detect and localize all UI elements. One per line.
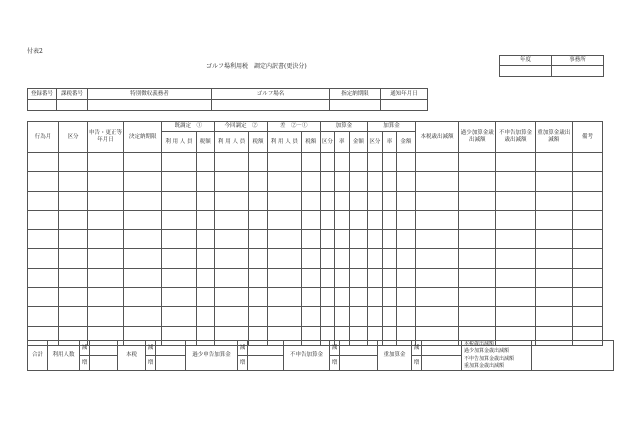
- sub-tax-this: 税額: [249, 132, 268, 153]
- table-cell[interactable]: [320, 153, 334, 172]
- sub-amount-add1: 金額: [349, 132, 368, 153]
- main-tax-inc-label: 増: [146, 356, 156, 371]
- table-cell[interactable]: [162, 288, 196, 307]
- table-cell[interactable]: [397, 172, 416, 191]
- table-cell[interactable]: [535, 153, 572, 172]
- table-cell[interactable]: [28, 268, 59, 287]
- table-cell[interactable]: [335, 153, 349, 172]
- table-cell[interactable]: [415, 288, 458, 307]
- table-cell[interactable]: [249, 307, 268, 326]
- table-cell[interactable]: [249, 268, 268, 287]
- nonfile-add-inc-label: 増: [330, 356, 340, 371]
- table-cell[interactable]: [535, 191, 572, 210]
- col-under-add: 過少加算金歳出減額: [459, 122, 496, 153]
- table-cell[interactable]: [267, 172, 301, 191]
- sub-rate-add2: 率: [382, 132, 396, 153]
- table-cell[interactable]: [415, 191, 458, 210]
- under-add-dec-label: 減: [238, 341, 248, 356]
- table-cell[interactable]: [215, 172, 249, 191]
- table-cell[interactable]: [87, 268, 123, 287]
- table-cell[interactable]: [124, 307, 162, 326]
- group-this-time: 今回調定 ②: [215, 122, 268, 132]
- table-cell[interactable]: [162, 249, 196, 268]
- table-cell[interactable]: [124, 288, 162, 307]
- header-collector: 特別徴収義務者: [88, 89, 212, 100]
- table-cell[interactable]: [124, 153, 162, 172]
- table-cell[interactable]: [349, 288, 368, 307]
- table-cell[interactable]: [382, 288, 396, 307]
- under-add-inc-label: 増: [238, 356, 248, 371]
- table-cell[interactable]: [496, 268, 535, 287]
- table-cell[interactable]: [496, 230, 535, 249]
- table-cell[interactable]: [535, 249, 572, 268]
- table-cell[interactable]: [415, 249, 458, 268]
- table-cell[interactable]: [496, 288, 535, 307]
- nonfile-add-dec-label: 減: [330, 341, 340, 356]
- table-cell[interactable]: [87, 172, 123, 191]
- table-cell[interactable]: [249, 172, 268, 191]
- heavy-add-dec-cell[interactable]: [422, 341, 462, 356]
- info-table: [27, 88, 428, 111]
- table-cell[interactable]: [415, 307, 458, 326]
- table-cell[interactable]: [215, 307, 249, 326]
- table-cell[interactable]: [162, 268, 196, 287]
- table-cell[interactable]: [196, 268, 215, 287]
- table-cell[interactable]: [572, 307, 602, 326]
- table-cell[interactable]: [496, 249, 535, 268]
- table-cell[interactable]: [59, 307, 88, 326]
- table-cell[interactable]: [415, 153, 458, 172]
- sub-tax-diff: 税額: [301, 132, 320, 153]
- table-row: [28, 191, 603, 210]
- header-golf-course: ゴルフ場名: [212, 89, 330, 100]
- table-cell[interactable]: [87, 230, 123, 249]
- table-cell[interactable]: [28, 191, 59, 210]
- table-cell[interactable]: [572, 268, 602, 287]
- main-table: [27, 121, 603, 346]
- note-under-add: 過少加算金歳出減額: [464, 348, 510, 355]
- table-cell[interactable]: [535, 172, 572, 191]
- summary-under-add-label: 過少申告加算金: [186, 341, 238, 371]
- table-cell[interactable]: [397, 191, 416, 210]
- heavy-add-dec-label: 減: [412, 341, 422, 356]
- table-cell[interactable]: [320, 230, 334, 249]
- table-cell[interactable]: [382, 172, 396, 191]
- table-cell[interactable]: [87, 153, 123, 172]
- table-cell[interactable]: [28, 153, 59, 172]
- col-action-month: 行為月: [28, 122, 59, 153]
- table-cell[interactable]: [320, 249, 334, 268]
- header-deadline: 指定納期限: [330, 89, 381, 100]
- table-cell[interactable]: [349, 172, 368, 191]
- table-row: [28, 172, 603, 191]
- table-cell[interactable]: [196, 249, 215, 268]
- collector-cell[interactable]: [88, 100, 212, 111]
- deadline-cell[interactable]: [330, 100, 381, 111]
- table-cell[interactable]: [59, 249, 88, 268]
- table-cell[interactable]: [572, 172, 602, 191]
- table-cell[interactable]: [59, 172, 88, 191]
- table-cell[interactable]: [572, 210, 602, 229]
- table-cell[interactable]: [196, 210, 215, 229]
- summary-table: [27, 340, 614, 371]
- table-cell[interactable]: [267, 288, 301, 307]
- table-cell[interactable]: [349, 268, 368, 287]
- table-cell[interactable]: [162, 307, 196, 326]
- table-cell[interactable]: [59, 230, 88, 249]
- table-cell[interactable]: [162, 153, 196, 172]
- note-heavy-add: 重加算金歳出減額: [464, 362, 505, 369]
- table-cell[interactable]: [335, 249, 349, 268]
- nonfile-add-dec-cell[interactable]: [340, 341, 378, 356]
- table-cell[interactable]: [59, 191, 88, 210]
- col-filing-date: 申告・更正等年月日: [87, 122, 123, 153]
- table-cell[interactable]: [349, 191, 368, 210]
- table-cell[interactable]: [368, 307, 382, 326]
- col-remarks: 備考: [572, 122, 602, 153]
- table-cell[interactable]: [535, 210, 572, 229]
- sub-category-add2: 区分: [368, 132, 382, 153]
- table-cell[interactable]: [59, 288, 88, 307]
- sub-users-diff: 利 用 人 員: [267, 132, 301, 153]
- table-cell[interactable]: [162, 210, 196, 229]
- table-cell[interactable]: [196, 307, 215, 326]
- col-category: 区分: [59, 122, 88, 153]
- table-cell[interactable]: [397, 307, 416, 326]
- table-cell[interactable]: [335, 191, 349, 210]
- table-cell[interactable]: [382, 210, 396, 229]
- table-cell[interactable]: [335, 307, 349, 326]
- table-cell[interactable]: [320, 307, 334, 326]
- office-cell[interactable]: [552, 66, 604, 77]
- table-cell[interactable]: [196, 172, 215, 191]
- table-cell[interactable]: [572, 288, 602, 307]
- table-cell[interactable]: [249, 288, 268, 307]
- table-cell[interactable]: [535, 268, 572, 287]
- table-cell[interactable]: [267, 307, 301, 326]
- summary-total-label: 合計: [28, 341, 48, 371]
- year-cell[interactable]: [500, 66, 552, 77]
- header-registration-no: 登録番号: [28, 89, 57, 100]
- col-main-tax-out: 本税歳出減額: [415, 122, 458, 153]
- table-row: [28, 268, 603, 287]
- table-cell[interactable]: [368, 230, 382, 249]
- header-notice-date: 通知年月日: [381, 89, 428, 100]
- table-cell[interactable]: [397, 210, 416, 229]
- sub-users-this: 利 用 人 員: [215, 132, 249, 153]
- year-label: 年度: [500, 56, 552, 66]
- office-label: 事務所: [552, 56, 604, 66]
- table-cell[interactable]: [397, 153, 416, 172]
- table-cell[interactable]: [368, 249, 382, 268]
- table-cell[interactable]: [397, 230, 416, 249]
- table-cell[interactable]: [215, 249, 249, 268]
- table-cell[interactable]: [124, 210, 162, 229]
- table-cell[interactable]: [87, 307, 123, 326]
- table-row: [28, 307, 603, 326]
- table-cell[interactable]: [349, 249, 368, 268]
- table-cell[interactable]: [196, 230, 215, 249]
- table-cell[interactable]: [124, 172, 162, 191]
- under-add-inc-cell[interactable]: [248, 356, 284, 371]
- table-cell[interactable]: [301, 288, 320, 307]
- table-cell[interactable]: [459, 268, 496, 287]
- col-heavy-add: 重加算金歳出減額: [535, 122, 572, 153]
- summary-users-label: 利用人数: [48, 341, 80, 371]
- table-cell[interactable]: [249, 153, 268, 172]
- summary-nonfile-add-label: 不申告加算金: [284, 341, 330, 371]
- table-cell[interactable]: [496, 172, 535, 191]
- table-cell[interactable]: [87, 191, 123, 210]
- table-cell[interactable]: [382, 153, 396, 172]
- sub-rate-add1: 率: [335, 132, 349, 153]
- col-deadline: 決定納期限: [124, 122, 162, 153]
- data-rows: [28, 153, 603, 346]
- document-title: ゴルフ場利用税 調定内訳書(更決分): [206, 63, 307, 70]
- table-cell[interactable]: [320, 288, 334, 307]
- table-cell[interactable]: [124, 268, 162, 287]
- table-cell[interactable]: [368, 288, 382, 307]
- table-cell[interactable]: [320, 191, 334, 210]
- table-cell[interactable]: [124, 249, 162, 268]
- note-main-tax: 本税歳出減額: [464, 341, 495, 347]
- table-cell[interactable]: [196, 153, 215, 172]
- table-cell[interactable]: [349, 210, 368, 229]
- table-cell[interactable]: [535, 307, 572, 326]
- table-cell[interactable]: [320, 210, 334, 229]
- nonfile-add-inc-cell[interactable]: [340, 356, 378, 371]
- table-cell[interactable]: [28, 307, 59, 326]
- table-cell[interactable]: [368, 210, 382, 229]
- heavy-add-inc-label: 増: [412, 356, 422, 371]
- table-cell[interactable]: [397, 249, 416, 268]
- table-cell[interactable]: [215, 210, 249, 229]
- corner-box: [499, 55, 604, 77]
- table-cell[interactable]: [535, 230, 572, 249]
- table-cell[interactable]: [415, 268, 458, 287]
- group-existing: 既調定 ①: [162, 122, 215, 132]
- form-id: 付表2: [27, 48, 43, 55]
- group-add1: 加算金: [320, 122, 368, 132]
- table-cell[interactable]: [459, 172, 496, 191]
- table-cell[interactable]: [496, 153, 535, 172]
- table-cell[interactable]: [382, 249, 396, 268]
- table-cell[interactable]: [267, 153, 301, 172]
- table-cell[interactable]: [496, 307, 535, 326]
- table-cell[interactable]: [572, 230, 602, 249]
- table-cell[interactable]: [368, 268, 382, 287]
- summary-notes-value[interactable]: [532, 341, 614, 371]
- table-cell[interactable]: [335, 210, 349, 229]
- table-cell[interactable]: [215, 230, 249, 249]
- users-inc-cell[interactable]: [90, 356, 118, 371]
- table-cell[interactable]: [459, 288, 496, 307]
- table-cell[interactable]: [87, 210, 123, 229]
- table-cell[interactable]: [249, 191, 268, 210]
- sub-category-add1: 区分: [320, 132, 334, 153]
- table-cell[interactable]: [215, 288, 249, 307]
- table-cell[interactable]: [196, 191, 215, 210]
- table-cell[interactable]: [267, 191, 301, 210]
- table-cell[interactable]: [267, 268, 301, 287]
- table-cell[interactable]: [415, 230, 458, 249]
- table-cell[interactable]: [382, 268, 396, 287]
- table-cell[interactable]: [59, 210, 88, 229]
- table-cell[interactable]: [162, 191, 196, 210]
- table-cell[interactable]: [349, 307, 368, 326]
- table-cell[interactable]: [459, 191, 496, 210]
- table-cell[interactable]: [397, 268, 416, 287]
- table-cell[interactable]: [124, 191, 162, 210]
- table-row: [28, 230, 603, 249]
- table-cell[interactable]: [124, 230, 162, 249]
- golf-course-cell[interactable]: [212, 100, 330, 111]
- table-cell[interactable]: [267, 249, 301, 268]
- table-cell[interactable]: [335, 288, 349, 307]
- table-cell[interactable]: [415, 210, 458, 229]
- sub-amount-add2: 金額: [397, 132, 416, 153]
- table-cell[interactable]: [301, 191, 320, 210]
- table-cell[interactable]: [459, 210, 496, 229]
- notice-date-cell[interactable]: [381, 100, 428, 111]
- header-tax-no: 課税番号: [57, 89, 88, 100]
- table-cell[interactable]: [28, 230, 59, 249]
- table-cell[interactable]: [459, 249, 496, 268]
- table-cell[interactable]: [249, 210, 268, 229]
- table-cell[interactable]: [572, 191, 602, 210]
- table-cell[interactable]: [87, 249, 123, 268]
- table-cell[interactable]: [368, 153, 382, 172]
- table-cell[interactable]: [459, 230, 496, 249]
- table-cell[interactable]: [320, 172, 334, 191]
- table-cell[interactable]: [459, 153, 496, 172]
- users-dec-label: 減: [80, 341, 90, 356]
- tax-no-cell[interactable]: [57, 100, 88, 111]
- under-add-dec-cell[interactable]: [248, 341, 284, 356]
- table-cell[interactable]: [59, 153, 88, 172]
- heavy-add-inc-cell[interactable]: [422, 356, 462, 371]
- registration-no-cell[interactable]: [28, 100, 57, 111]
- table-cell[interactable]: [215, 191, 249, 210]
- table-cell[interactable]: [301, 230, 320, 249]
- table-cell[interactable]: [28, 172, 59, 191]
- table-cell[interactable]: [301, 307, 320, 326]
- table-cell[interactable]: [215, 268, 249, 287]
- table-cell[interactable]: [301, 153, 320, 172]
- table-cell[interactable]: [572, 153, 602, 172]
- sub-tax-existing: 税額: [196, 132, 215, 153]
- group-add2: 加算金: [368, 122, 416, 132]
- summary-heavy-add-label: 重加算金: [378, 341, 412, 371]
- table-cell[interactable]: [368, 172, 382, 191]
- table-cell[interactable]: [301, 268, 320, 287]
- table-cell[interactable]: [28, 288, 59, 307]
- table-row: [28, 153, 603, 172]
- table-cell[interactable]: [382, 307, 396, 326]
- table-cell[interactable]: [59, 268, 88, 287]
- table-cell[interactable]: [301, 172, 320, 191]
- table-cell[interactable]: [382, 230, 396, 249]
- main-tax-dec-label: 減: [146, 341, 156, 356]
- table-cell[interactable]: [301, 210, 320, 229]
- table-cell[interactable]: [349, 153, 368, 172]
- main-tax-dec-cell[interactable]: [156, 341, 186, 356]
- group-diff: 差 ②－①: [267, 122, 320, 132]
- table-cell[interactable]: [459, 307, 496, 326]
- table-row: [28, 249, 603, 268]
- main-tax-inc-cell[interactable]: [156, 356, 186, 371]
- table-cell[interactable]: [415, 172, 458, 191]
- table-cell[interactable]: [320, 268, 334, 287]
- table-cell[interactable]: [535, 288, 572, 307]
- table-row: [28, 210, 603, 229]
- table-cell[interactable]: [572, 249, 602, 268]
- table-cell[interactable]: [301, 249, 320, 268]
- note-nonfile-add: 不申告加算金歳出減額: [464, 355, 515, 362]
- table-cell[interactable]: [196, 288, 215, 307]
- table-cell[interactable]: [162, 172, 196, 191]
- table-cell[interactable]: [335, 172, 349, 191]
- col-nonfile-add: 不申告加算金歳出減額: [496, 122, 535, 153]
- table-cell[interactable]: [335, 268, 349, 287]
- table-cell[interactable]: [249, 249, 268, 268]
- users-dec-cell[interactable]: [90, 341, 118, 356]
- table-cell[interactable]: [267, 210, 301, 229]
- table-cell[interactable]: [397, 288, 416, 307]
- users-inc-label: 増: [80, 356, 90, 371]
- table-cell[interactable]: [249, 230, 268, 249]
- summary-notes: [462, 341, 532, 371]
- sub-users-existing: 利 用 人 員: [162, 132, 196, 153]
- table-cell[interactable]: [267, 230, 301, 249]
- table-cell[interactable]: [496, 210, 535, 229]
- table-cell[interactable]: [335, 230, 349, 249]
- table-cell[interactable]: [28, 249, 59, 268]
- table-cell[interactable]: [87, 288, 123, 307]
- table-cell[interactable]: [496, 191, 535, 210]
- summary-main-tax-label: 本税: [118, 341, 146, 371]
- table-cell[interactable]: [162, 230, 196, 249]
- table-cell[interactable]: [382, 191, 396, 210]
- table-cell[interactable]: [368, 191, 382, 210]
- table-cell[interactable]: [28, 210, 59, 229]
- table-cell[interactable]: [349, 230, 368, 249]
- table-cell[interactable]: [215, 153, 249, 172]
- table-row: [28, 288, 603, 307]
